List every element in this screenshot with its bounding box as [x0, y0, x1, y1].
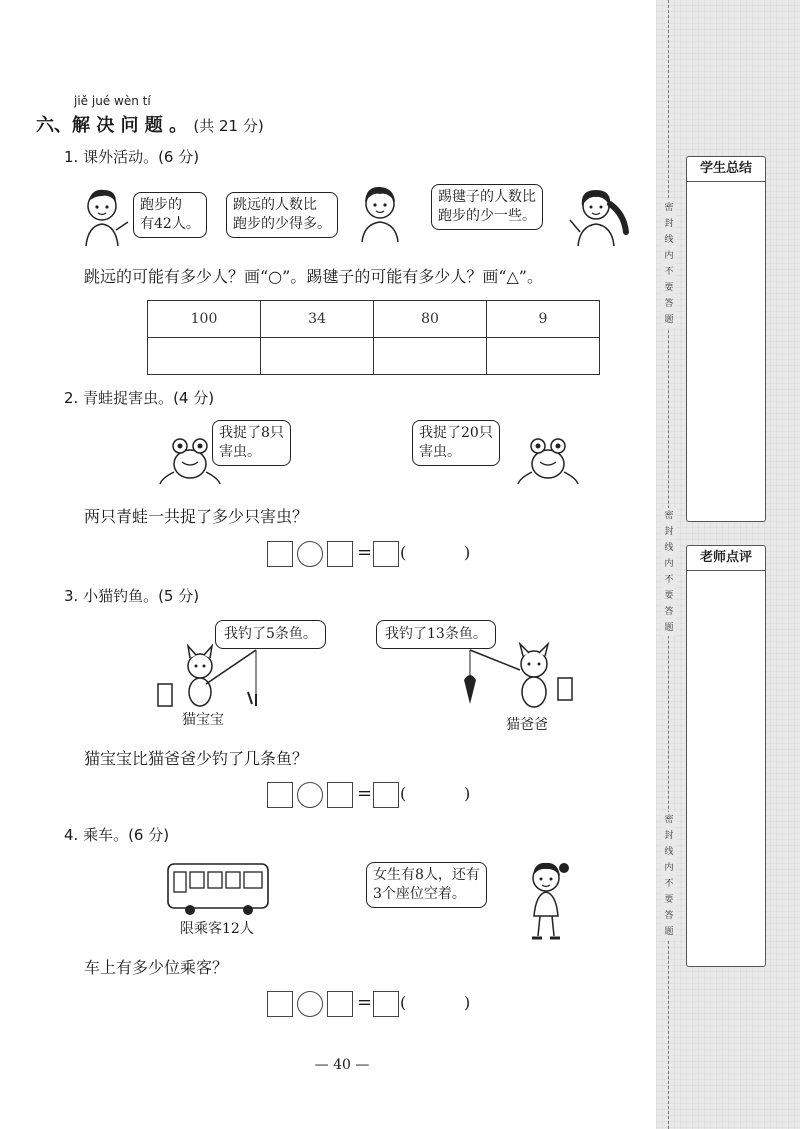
page-number: — 40 —: [314, 1057, 370, 1073]
seal-text-3: 密 封 线 内 不 要 答 题: [662, 812, 676, 940]
bus-icon: [164, 860, 272, 916]
table-row: [148, 338, 600, 375]
unit-blank[interactable]: [410, 541, 462, 565]
paren-close: ): [464, 543, 471, 562]
father-cat-fishing-illustration: [462, 640, 590, 716]
table-cell-value: 34: [261, 301, 374, 338]
q4-bus-label: 限乘客12人: [180, 921, 254, 937]
answer-box[interactable]: [267, 541, 293, 567]
section-pinyin: jiě jué wèn tí: [74, 94, 151, 108]
answer-box[interactable]: [327, 782, 353, 808]
operator-circle[interactable]: [297, 541, 323, 567]
answer-cell[interactable]: [148, 338, 261, 375]
equals-sign: =: [357, 542, 373, 563]
teacher-review-title: 老师点评: [687, 546, 765, 571]
teacher-review-panel[interactable]: [686, 545, 766, 967]
answer-box[interactable]: [373, 782, 399, 808]
q1-bubble-longjump: 跳远的人数比 跑步的少得多。: [226, 192, 338, 238]
answer-box[interactable]: [327, 991, 353, 1017]
answer-box[interactable]: [267, 782, 293, 808]
table-row: [148, 301, 600, 338]
q2-bubble-left: 我捉了8只 害虫。: [212, 420, 291, 466]
student-summary-panel[interactable]: [686, 156, 766, 522]
unit-blank[interactable]: [410, 991, 462, 1015]
table-cell-value: 100: [148, 301, 261, 338]
q3-title: 3. 小猫钓鱼。(5 分): [64, 587, 200, 605]
paren-open: (: [400, 784, 407, 803]
equals-sign: =: [357, 992, 373, 1013]
section-name: 解 决 问 题 。: [72, 115, 188, 136]
answer-box[interactable]: [373, 991, 399, 1017]
q1-title: 1. 课外活动。(6 分): [64, 148, 200, 166]
q2-prompt: 两只青蛙一共捉了多少只害虫？: [84, 507, 309, 526]
paren-close: ): [464, 993, 471, 1012]
q4-title: 4. 乘车。(6 分): [64, 826, 170, 844]
seal-text-2: 密 封 线 内 不 要 答 题: [662, 508, 676, 636]
answer-box[interactable]: [373, 541, 399, 567]
paren-open: (: [400, 993, 407, 1012]
q1-bubble-running: 跑步的 有42人。: [133, 192, 207, 238]
q2-title: 2. 青蛙捉害虫。(4 分): [64, 389, 215, 407]
q1-prompt: 跳远的可能有多少人？画“○”。踢毽子的可能有多少人？画“△”。: [84, 267, 543, 286]
q1-bubble-shuttlecock: 踢毽子的人数比 跑步的少一些。: [431, 184, 543, 230]
answer-box[interactable]: [267, 991, 293, 1017]
q4-bubble-girl: 女生有8人，还有 3个座位空着。: [366, 862, 487, 908]
q3-bubble-kitten: 我钓了5条鱼。: [215, 620, 326, 649]
q4-prompt: 车上有多少位乘客？: [84, 958, 229, 977]
kitten-fishing-illustration: [152, 640, 262, 712]
table-cell-value: 80: [374, 301, 487, 338]
section-title: [36, 111, 264, 137]
q2-bubble-right: 我捉了20只 害虫。: [412, 420, 500, 466]
paren-open: (: [400, 543, 407, 562]
boy-runner-illustration: [80, 182, 132, 246]
q3-prompt: 猫宝宝比猫爸爸少钓了几条鱼？: [84, 749, 309, 768]
q3-label-father-cat: 猫爸爸: [506, 717, 548, 733]
seal-text-1: 密 封 线 内 不 要 答 题: [662, 200, 676, 328]
table-cell-value: 9: [487, 301, 600, 338]
q3-label-kitten: 猫宝宝: [182, 712, 224, 728]
q1-answer-table: [147, 300, 600, 375]
girl-shuttlecock-illustration: [566, 184, 632, 246]
unit-blank[interactable]: [410, 782, 462, 806]
frog-right-illustration: [516, 432, 580, 488]
q3-bubble-father-cat: 我钓了13条鱼。: [376, 620, 496, 649]
section-number: 六、: [36, 115, 72, 136]
equals-sign: =: [357, 783, 373, 804]
operator-circle[interactable]: [297, 991, 323, 1017]
answer-box[interactable]: [327, 541, 353, 567]
operator-circle[interactable]: [297, 782, 323, 808]
answer-cell[interactable]: [374, 338, 487, 375]
answer-cell[interactable]: [261, 338, 374, 375]
answer-cell[interactable]: [487, 338, 600, 375]
paren-close: ): [464, 784, 471, 803]
section-points: (共 21 分): [193, 117, 264, 135]
boy-longjump-illustration: [352, 180, 408, 242]
student-summary-title: 学生总结: [687, 157, 765, 182]
girl-standing-illustration: [520, 858, 574, 942]
